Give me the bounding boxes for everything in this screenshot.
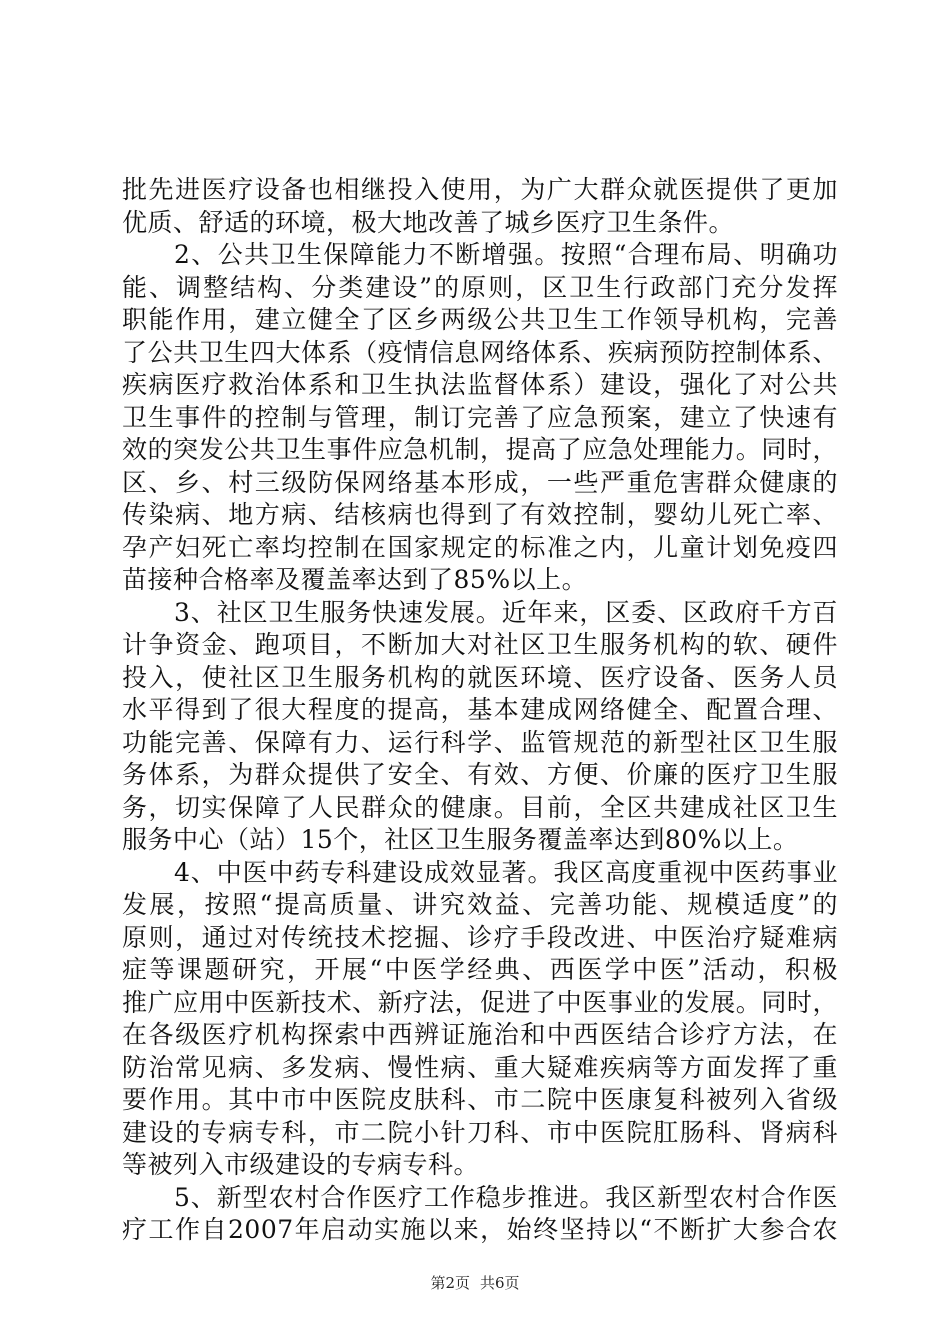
text-line: 原则，通过对传统技术挖掘、诊疗手段改进、中医治疗疑难病 — [122, 922, 838, 952]
paragraph — [122, 857, 838, 1182]
text-line: 疾病医疗救治体系和卫生执法监督体系）建设，强化了对公共 — [122, 370, 838, 399]
text-line: 2、公共卫生保障能力不断增强。按照“合理布局、明确功 — [174, 240, 838, 269]
text-line: 等被列入市级建设的专病专科。 — [122, 1150, 480, 1179]
text-line: 优质、舒适的环境，极大地改善了城乡医疗卫生条件。 — [122, 207, 735, 237]
text-line: 传染病、地方病、结核病也得到了有效控制，婴幼儿死亡率、 — [122, 500, 838, 529]
text-line: 疗工作自2007年启动实施以来，始终坚持以“不断扩大参合农 — [122, 1215, 838, 1244]
text-line: 在各级医疗机构探索中西辨证施治和中西医结合诊疗方法，在 — [122, 1020, 838, 1049]
text-line: 4、中医中药专科建设成效显著。我区高度重视中医药事业 — [174, 857, 838, 887]
text-line: 服务中心（站）15个，社区卫生服务覆盖率达到80%以上。 — [122, 825, 799, 854]
text-line: 务体系，为群众提供了安全、有效、方便、价廉的医疗卫生服 — [122, 760, 838, 789]
text-line: 症等课题研究，开展“中医学经典、西医学中医”活动，积极 — [122, 955, 838, 984]
text-line: 防治常见病、多发病、慢性病、重大疑难疾病等方面发挥了重 — [122, 1052, 838, 1082]
text-line: 卫生事件的控制与管理，制订完善了应急预案，建立了快速有 — [122, 402, 838, 432]
text-line: 发展，按照“提高质量、讲究效益、完善功能、规模适度”的 — [122, 890, 838, 919]
paragraph — [122, 174, 838, 239]
text-line: 投入，使社区卫生服务机构的就医环境、医疗设备、医务人员 — [122, 662, 838, 692]
page-total: 共6页 — [480, 1274, 520, 1292]
page-number: 第2页 — [430, 1274, 470, 1292]
text-line: 能、调整结构、分类建设”的原则，区卫生行政部门充分发挥 — [122, 272, 838, 302]
text-line: 建设的专病专科，市二院小针刀科、市中医院肛肠科、肾病科 — [122, 1117, 838, 1147]
page-footer — [0, 1273, 950, 1293]
text-line: 效的突发公共卫生事件应急机制，提高了应急处理能力。同时， — [122, 435, 838, 464]
document-body — [122, 174, 838, 1247]
text-line: 职能作用，建立健全了区乡两级公共卫生工作领导机构，完善 — [122, 305, 838, 334]
text-line: 批先进医疗设备也相继投入使用，为广大群众就医提供了更加 — [122, 175, 838, 204]
paragraph — [122, 239, 838, 597]
text-line: 功能完善、保障有力、运行科学、监管规范的新型社区卫生服 — [122, 727, 838, 757]
text-line: 要作用。其中市中医院皮肤科、市二院中医康复科被列入省级 — [122, 1085, 838, 1114]
text-line: 区、乡、村三级防保网络基本形成，一些严重危害群众健康的 — [122, 467, 838, 497]
text-line: 务，切实保障了人民群众的健康。目前，全区共建成社区卫生 — [122, 792, 838, 822]
text-line: 了公共卫生四大体系（疫情信息网络体系、疾病预防控制体系、 — [122, 337, 838, 367]
text-line: 3、社区卫生服务快速发展。近年来，区委、区政府千方百 — [174, 597, 838, 627]
text-line: 水平得到了很大程度的提高，基本建成网络健全、配置合理、 — [122, 695, 838, 724]
text-line: 推广应用中医新技术、新疗法，促进了中医事业的发展。同时， — [122, 987, 838, 1017]
text-line: 孕产妇死亡率均控制在国家规定的标准之内，儿童计划免疫四 — [122, 532, 838, 562]
paragraph — [122, 1182, 838, 1247]
text-line: 计争资金、跑项目，不断加大对社区卫生服务机构的软、硬件 — [122, 630, 838, 659]
text-line: 5、新型农村合作医疗工作稳步推进。我区新型农村合作医 — [174, 1182, 838, 1212]
text-line: 苗接种合格率及覆盖率达到了85%以上。 — [122, 565, 588, 594]
paragraph — [122, 597, 838, 857]
